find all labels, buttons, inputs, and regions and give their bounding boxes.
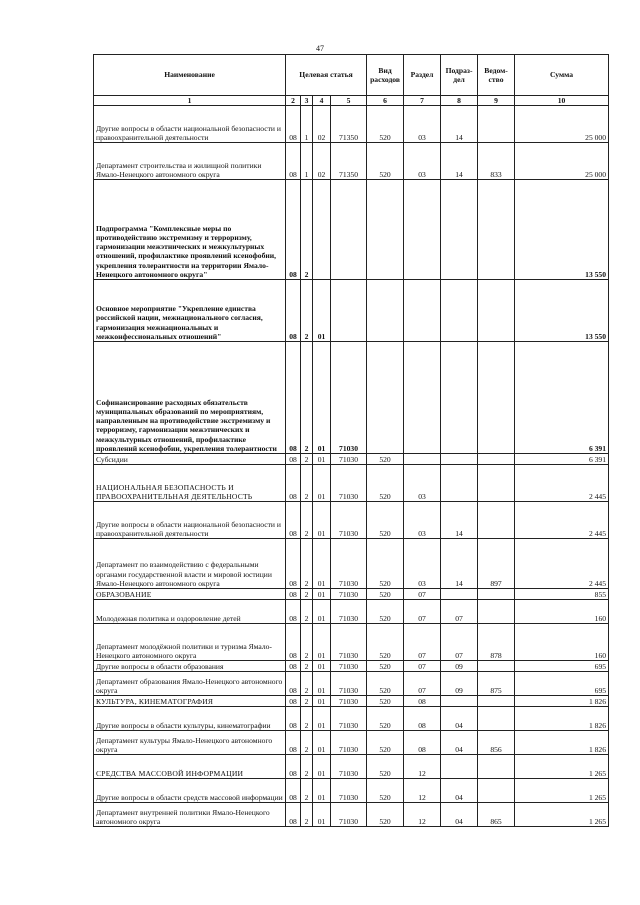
row-program-code: 08 [286,502,301,539]
row-subprogram-code: 2 [301,589,313,600]
row-department-code: 865 [478,803,515,827]
row-section [404,342,441,454]
row-section: 03 [404,106,441,143]
row-section: 07 [404,600,441,624]
row-program-code: 08 [286,589,301,600]
row-subprogram-code: 2 [301,539,313,589]
row-event-code: 01 [313,589,331,600]
row-event-code: 01 [313,465,331,502]
row-event-code: 01 [313,342,331,454]
row-direction-code: 71030 [331,755,367,779]
row-program-code: 08 [286,803,301,827]
row-name: Департамент образования Ямало-Ненецкого автономного округа [94,672,286,696]
row-expense-type: 520 [367,672,404,696]
row-expense-type: 520 [367,502,404,539]
row-program-code: 08 [286,600,301,624]
row-sum: 695 [515,672,609,696]
row-section: 08 [404,707,441,731]
row-direction-code: 71030 [331,454,367,465]
row-program-code: 08 [286,779,301,803]
col-number: 2 [286,96,301,106]
table-row [94,600,609,624]
row-name: Основное мероприятие "Укрепление единства российской нации, межнационального согласия, гармонизация межнациональных и межконфессиональных отношений" [94,280,286,342]
header-target-article: Целевая статья [286,55,367,96]
table-row [94,106,609,143]
row-department-code [478,280,515,342]
row-name: Департамент молодёжной политики и туризма Ямало-Ненецкого автономного округа [94,624,286,661]
row-subprogram-code: 2 [301,180,313,280]
row-sum: 25 000 [515,143,609,180]
row-department-code [478,454,515,465]
row-name: Подпрограмма "Комплексные меры по противодействию экстремизму и терроризму, гармонизации межэтнических и межкультурных отношений, профилактике проявлений ксенофобии, укрепления толерантности на территории Ямало-Ненецкого автономного округа" [94,180,286,280]
row-sum: 2 445 [515,465,609,502]
row-expense-type: 520 [367,731,404,755]
row-department-code [478,707,515,731]
row-name: Департамент внутренней политики Ямало-Ненецкого автономного округа [94,803,286,827]
row-direction-code: 71030 [331,502,367,539]
page-number: 47 [316,44,324,53]
row-sum: 1 265 [515,755,609,779]
row-section: 07 [404,624,441,661]
row-direction-code: 71030 [331,600,367,624]
row-direction-code: 71030 [331,731,367,755]
row-expense-type [367,280,404,342]
row-section: 07 [404,672,441,696]
row-direction-code: 71030 [331,707,367,731]
row-sum: 25 000 [515,106,609,143]
row-sum: 13 550 [515,280,609,342]
row-sum: 1 265 [515,803,609,827]
row-sum: 1 265 [515,779,609,803]
row-name: СРЕДСТВА МАССОВОЙ ИНФОРМАЦИИ [94,755,286,779]
row-subsection [441,180,478,280]
row-name: Департамент культуры Ямало-Ненецкого автономного округа [94,731,286,755]
row-department-code [478,342,515,454]
table-row [94,661,609,672]
row-program-code: 08 [286,454,301,465]
row-subsection [441,696,478,707]
row-sum: 160 [515,600,609,624]
row-direction-code [331,280,367,342]
row-event-code: 01 [313,600,331,624]
col-number: 6 [367,96,404,106]
row-direction-code: 71030 [331,803,367,827]
row-event-code: 01 [313,803,331,827]
header-name: Наименование [94,55,286,96]
row-subsection [441,342,478,454]
row-subprogram-code: 2 [301,755,313,779]
row-program-code: 08 [286,539,301,589]
row-section: 08 [404,696,441,707]
row-department-code: 856 [478,731,515,755]
row-subsection: 04 [441,707,478,731]
row-event-code: 01 [313,731,331,755]
row-department-code [478,661,515,672]
row-subprogram-code: 2 [301,707,313,731]
row-program-code: 08 [286,661,301,672]
table-row [94,755,609,779]
row-section: 03 [404,143,441,180]
row-expense-type: 520 [367,707,404,731]
col-number: 10 [515,96,609,106]
row-event-code: 01 [313,539,331,589]
row-section: 07 [404,589,441,600]
header-subsection: Подраз-дел [441,55,478,96]
row-expense-type: 520 [367,465,404,502]
table-row [94,342,609,454]
row-event-code [313,180,331,280]
row-subsection: 14 [441,539,478,589]
row-subsection [441,755,478,779]
row-section: 07 [404,661,441,672]
row-event-code: 01 [313,502,331,539]
row-subprogram-code: 2 [301,624,313,661]
row-name: Софинансирование расходных обязательств муниципальных образований по мероприятиям, направленным на противодействие экстремизму и терроризму, гармонизации межэтнических и межкультурных отношений, профилактике проявлений ксенофобии, укрепления толерантности [94,342,286,454]
row-sum: 2 445 [515,539,609,589]
row-direction-code: 71030 [331,696,367,707]
row-expense-type [367,180,404,280]
row-name: НАЦИОНАЛЬНАЯ БЕЗОПАСНОСТЬ И ПРАВООХРАНИТЕЛЬНАЯ ДЕЯТЕЛЬНОСТЬ [94,465,286,502]
row-department-code: 875 [478,672,515,696]
row-section: 12 [404,779,441,803]
row-subsection: 07 [441,624,478,661]
header-department: Ведом-ство [478,55,515,96]
row-sum: 855 [515,589,609,600]
row-event-code: 01 [313,707,331,731]
row-expense-type: 520 [367,143,404,180]
table-row [94,731,609,755]
row-subsection: 09 [441,672,478,696]
row-subprogram-code: 1 [301,106,313,143]
row-event-code: 01 [313,696,331,707]
header-sum: Сумма [515,55,609,96]
table-row [94,143,609,180]
column-number-row [94,96,609,106]
row-department-code [478,180,515,280]
row-subprogram-code: 2 [301,342,313,454]
row-subprogram-code: 2 [301,600,313,624]
row-name: Другие вопросы в области образования [94,661,286,672]
row-department-code [478,696,515,707]
row-name: КУЛЬТУРА, КИНЕМАТОГРАФИЯ [94,696,286,707]
row-subprogram-code: 2 [301,454,313,465]
row-direction-code: 71030 [331,779,367,803]
row-sum: 160 [515,624,609,661]
row-name: Субсидии [94,454,286,465]
row-program-code: 08 [286,755,301,779]
row-program-code: 08 [286,696,301,707]
header-row [94,55,609,96]
header-section: Раздел [404,55,441,96]
row-department-code: 897 [478,539,515,589]
row-sum: 6 391 [515,342,609,454]
row-expense-type: 520 [367,779,404,803]
row-subprogram-code: 2 [301,672,313,696]
row-subprogram-code: 2 [301,803,313,827]
row-subsection: 14 [441,502,478,539]
row-subsection: 04 [441,803,478,827]
row-name: Департамент строительства и жилищной политики Ямало-Ненецкого автономного округа [94,143,286,180]
row-expense-type: 520 [367,600,404,624]
row-name: Молодежная политика и оздоровление детей [94,600,286,624]
row-subprogram-code: 2 [301,779,313,803]
row-direction-code: 71030 [331,624,367,661]
row-department-code [478,755,515,779]
row-direction-code: 71030 [331,672,367,696]
row-subprogram-code: 2 [301,731,313,755]
col-number: 5 [331,96,367,106]
table-row [94,707,609,731]
row-expense-type: 520 [367,106,404,143]
table-row [94,672,609,696]
row-name: Другие вопросы в области национальной безопасности и правоохранительной деятельности [94,106,286,143]
table-row [94,696,609,707]
table-row [94,180,609,280]
row-section: 12 [404,755,441,779]
row-section: 03 [404,465,441,502]
row-name: Другие вопросы в области культуры, кинематографии [94,707,286,731]
row-sum: 2 445 [515,502,609,539]
row-program-code: 08 [286,624,301,661]
row-event-code: 01 [313,280,331,342]
header-expense-type: Вид расходов [367,55,404,96]
row-subprogram-code: 2 [301,696,313,707]
table-row [94,589,609,600]
row-name: Другие вопросы в области средств массовой информации [94,779,286,803]
row-department-code: 878 [478,624,515,661]
row-subprogram-code: 1 [301,143,313,180]
row-expense-type: 520 [367,803,404,827]
row-direction-code: 71030 [331,465,367,502]
row-direction-code: 71350 [331,143,367,180]
row-program-code: 08 [286,707,301,731]
row-event-code: 01 [313,661,331,672]
row-direction-code [331,180,367,280]
row-event-code: 01 [313,755,331,779]
row-event-code: 01 [313,672,331,696]
row-subprogram-code: 2 [301,502,313,539]
row-program-code: 08 [286,180,301,280]
row-direction-code: 71030 [331,589,367,600]
row-sum: 1 826 [515,731,609,755]
row-program-code: 08 [286,465,301,502]
row-event-code: 01 [313,624,331,661]
row-subsection [441,589,478,600]
row-subprogram-code: 2 [301,661,313,672]
row-section: 08 [404,731,441,755]
budget-table [93,54,609,827]
row-expense-type: 520 [367,661,404,672]
col-number: 9 [478,96,515,106]
table-row [94,779,609,803]
row-subsection: 04 [441,731,478,755]
row-expense-type: 520 [367,539,404,589]
row-subsection [441,454,478,465]
row-subsection: 09 [441,661,478,672]
row-subprogram-code: 2 [301,280,313,342]
row-department-code [478,600,515,624]
row-department-code [478,589,515,600]
row-expense-type: 520 [367,755,404,779]
col-number: 8 [441,96,478,106]
table-row [94,539,609,589]
row-department-code [478,502,515,539]
row-sum: 1 826 [515,696,609,707]
row-subsection [441,280,478,342]
col-number: 1 [94,96,286,106]
row-section [404,180,441,280]
row-department-code [478,106,515,143]
row-section: 12 [404,803,441,827]
row-event-code: 02 [313,143,331,180]
row-sum: 695 [515,661,609,672]
row-program-code: 08 [286,731,301,755]
row-program-code: 08 [286,342,301,454]
table-row [94,803,609,827]
row-expense-type: 520 [367,624,404,661]
row-expense-type: 520 [367,454,404,465]
col-number: 3 [301,96,313,106]
row-sum: 6 391 [515,454,609,465]
row-direction-code: 71030 [331,539,367,589]
row-direction-code: 71030 [331,661,367,672]
row-section [404,280,441,342]
table-row [94,502,609,539]
row-event-code: 01 [313,779,331,803]
row-expense-type: 520 [367,589,404,600]
row-section: 03 [404,539,441,589]
row-name: Другие вопросы в области национальной безопасности и правоохранительной деятельности [94,502,286,539]
row-name: Департамент по взаимодействию с федеральными органами государственной власти и мировой юстиции Ямало-Ненецкого автономного округа [94,539,286,589]
row-event-code: 02 [313,106,331,143]
row-subsection: 14 [441,106,478,143]
row-program-code: 08 [286,106,301,143]
row-program-code: 08 [286,143,301,180]
row-sum: 1 826 [515,707,609,731]
row-direction-code: 71030 [331,342,367,454]
row-expense-type: 520 [367,696,404,707]
row-subsection [441,465,478,502]
table-row [94,624,609,661]
row-department-code [478,779,515,803]
table-row [94,454,609,465]
row-sum: 13 550 [515,180,609,280]
table-row [94,280,609,342]
row-department-code: 833 [478,143,515,180]
row-expense-type [367,342,404,454]
row-section [404,454,441,465]
row-subsection: 07 [441,600,478,624]
row-subprogram-code: 2 [301,465,313,502]
table-row [94,465,609,502]
row-program-code: 08 [286,280,301,342]
row-name: ОБРАЗОВАНИЕ [94,589,286,600]
row-event-code: 01 [313,454,331,465]
row-subsection: 04 [441,779,478,803]
row-section: 03 [404,502,441,539]
row-program-code: 08 [286,672,301,696]
row-department-code [478,465,515,502]
row-direction-code: 71350 [331,106,367,143]
col-number: 4 [313,96,331,106]
row-subsection: 14 [441,143,478,180]
col-number: 7 [404,96,441,106]
